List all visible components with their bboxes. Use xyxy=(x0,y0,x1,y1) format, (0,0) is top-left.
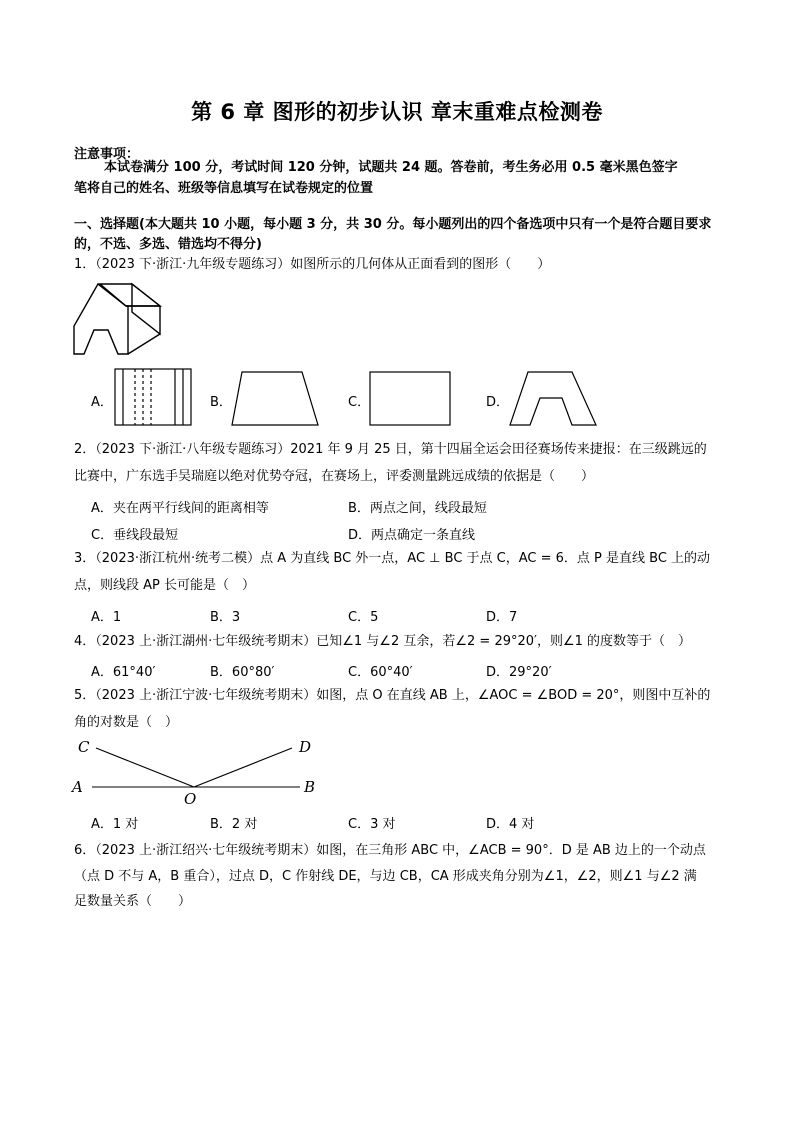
q3-option-c: C．5 xyxy=(348,610,379,625)
q3-option-b: B．3 xyxy=(210,610,241,625)
question-6-line-2: （点 D 不与 A，B 重合），过点 D，C 作射线 DE，与边 CB，CA 形成夹角分别为∠1，∠2，则∠1 与∠2 满 xyxy=(74,869,697,884)
q1-option-d-figure xyxy=(508,370,600,428)
question-3-line-1: 3．（2023·浙江杭州·统考二模）点 A 为直线 BC 外一点，AC ⊥ BC 于点 C，AC = 6．点 P 是直线 BC 上的动 xyxy=(74,551,711,566)
q2-option-a: A．夹在两平行线间的距离相等 xyxy=(91,501,269,516)
label-a: A xyxy=(72,778,83,796)
q1-solid-figure xyxy=(70,282,166,358)
q1-option-c-label: C． xyxy=(348,395,371,410)
q1-option-d-label: D． xyxy=(486,395,510,410)
question-2-line-1: 2．（2023 下·浙江·八年级专题练习）2021 年 9 月 25 日，第十四届全运会田径赛场传来捷报：在三级跳远的 xyxy=(74,442,707,457)
question-5-line-1: 5．（2023 上·浙江宁波·七年级统考期末）如图，点 O 在直线 AB 上，∠AOC = ∠BOD = 20°，则图中互补的 xyxy=(74,688,711,703)
question-6-line-1: 6．（2023 上·浙江绍兴·七年级统考期末）如图，在三角形 ABC 中，∠ACB = 90°．D 是 AB 边上的一个动点 xyxy=(74,843,706,858)
ray-oc xyxy=(96,748,194,787)
q1-option-b-label: B． xyxy=(210,395,232,410)
question-1-text: 1．（2023 下·浙江·九年级专题练习）如图所示的几何体从正面看到的图形（ ） xyxy=(74,257,551,272)
q5-option-d: D．4 对 xyxy=(486,817,535,832)
q5-option-b: B．2 对 xyxy=(210,817,258,832)
q5-option-a: A．1 对 xyxy=(91,817,139,832)
question-4-text: 4．（2023 上·浙江湖州·七年级统考期末）已知∠1 与∠2 互余，若∠2 = 29°20′，则∠1 的度数等于（ ） xyxy=(74,634,692,649)
label-b: B xyxy=(304,778,316,796)
q4-option-c: C．60°40′ xyxy=(348,665,413,680)
q4-option-d: D．29°20′ xyxy=(486,665,552,680)
q1-option-a-figure xyxy=(113,367,195,429)
notes-line-1: 本试卷满分 100 分，考试时间 120 分钟，试题共 24 题。答卷前，考生务必用 0.5 毫米黑色签字 xyxy=(104,160,678,175)
question-2-line-2: 比赛中，广东选手吴瑞庭以绝对优势夺冠，在赛场上，评委测量跳远成绩的依据是（ ） xyxy=(74,469,595,484)
q3-option-d: D．7 xyxy=(486,610,518,625)
q2-option-d: D．两点确定一条直线 xyxy=(348,528,476,543)
q4-option-b: B．60°80′ xyxy=(210,665,275,680)
q1-option-a-label: A． xyxy=(91,395,113,410)
q4-option-a: A．61°40′ xyxy=(91,665,156,680)
question-5-line-2: 角的对数是（ ） xyxy=(74,715,179,730)
question-3-line-2: 点，则线段 AP 长可能是（ ） xyxy=(74,578,255,593)
section-heading-line-1: 一、选择题(本大题共 10 小题，每小题 3 分，共 30 分。每小题列出的四个备选项中只有一个是符合题目要求 xyxy=(74,217,712,232)
q2-option-c: C．垂线段最短 xyxy=(91,528,179,543)
question-6-line-3: 足数量关系（ ） xyxy=(74,894,192,909)
notes-line-2: 笔将自己的姓名、班级等信息填写在试卷规定的位置 xyxy=(74,181,374,196)
ray-od xyxy=(194,748,292,787)
label-c: C xyxy=(78,738,90,756)
q5-option-c: C．3 对 xyxy=(348,817,396,832)
label-o: O xyxy=(184,790,197,806)
q3-option-a: A．1 xyxy=(91,610,122,625)
section-heading-line-2: 的，不选、多选、错选均不得分) xyxy=(74,237,262,252)
q1-option-b-figure xyxy=(230,370,322,428)
q2-option-b: B．两点之间，线段最短 xyxy=(348,501,487,516)
notes-heading: 注意事项： xyxy=(74,147,140,162)
q1-option-c-figure xyxy=(368,370,454,428)
q5-angle-figure xyxy=(66,734,326,806)
label-d: D xyxy=(299,738,312,756)
page-title: 第 6 章 图形的初步认识 章末重难点检测卷 xyxy=(191,100,603,124)
